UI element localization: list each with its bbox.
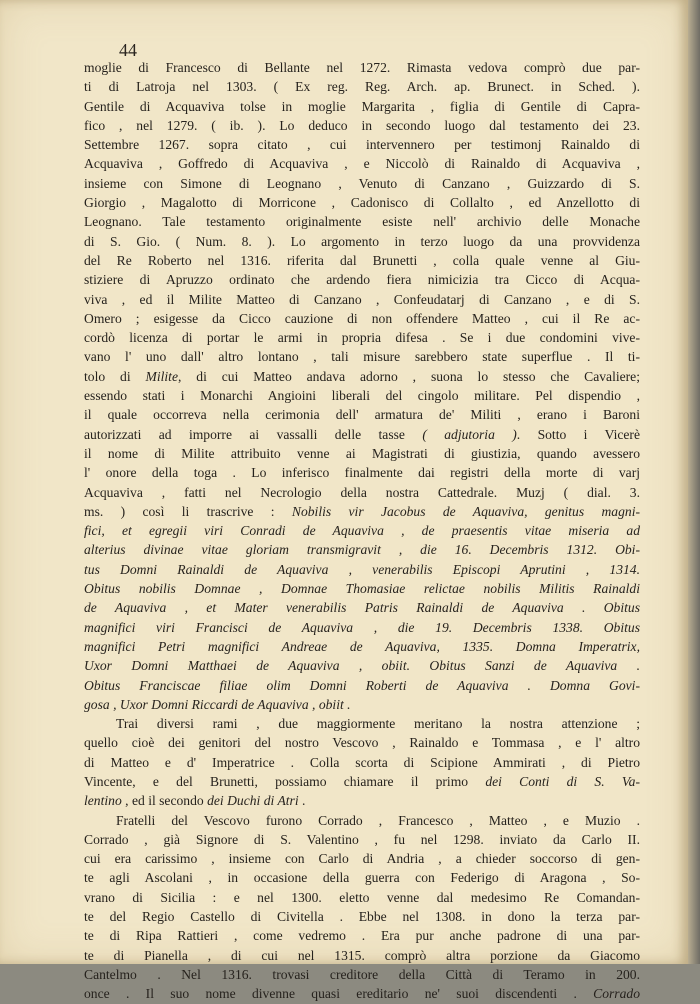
text-line: alterius divinae vitae gloriam transmigravit , die 16. Decembris 1312. Obi- bbox=[84, 542, 640, 558]
text-line: te agli Ascolani , in occasione della guerra con Federigo di Aragona , So- bbox=[84, 870, 640, 886]
text-line: Gentile di Acquaviva tolse in moglie Margarita , figlia di Gentile di Capra- bbox=[84, 98, 640, 114]
text-line: Settembre 1267. sopra citato , cui intervennero per testimonj Rainaldo di bbox=[84, 137, 640, 153]
text-line: autorizzati ad imporre ai vassalli delle tasse ( adjutoria ). Sotto i Vicerè bbox=[84, 426, 640, 442]
text-line: di Matteo e d' Imperatrice . Colla scorta di Scipione Ammirati , di Pietro bbox=[84, 754, 640, 770]
text-line: Corrado , già Signore di S. Valentino , fu nel 1298. inviato da Carlo II. bbox=[84, 831, 640, 847]
text-line: insieme con Simone di Leognano , Venuto di Canzano , Guizzardo di S. bbox=[84, 175, 640, 191]
text-line: quello cioè dei genitori del nostro Vescovo , Rainaldo e Tommasa , e l' altro bbox=[84, 735, 640, 751]
text-line: Vincente, e del Brunetti, possiamo chiamare il primo dei Conti di S. Va- bbox=[84, 773, 640, 789]
text-line: moglie di Francesco di Bellante nel 1272. Rimasta vedova comprò due par- bbox=[84, 60, 640, 75]
text-line: Giorgio , Magalotto di Morricone , Cadonisco di Collalto , ed Anzellotto di bbox=[84, 195, 640, 211]
text-line: Obitus Franciscae filiae olim Domni Roberti de Aquaviva . Domna Govi- bbox=[84, 677, 640, 693]
text-line: Uxor Domni Matthaei de Aquaviva , obiit. Obitus Sanzi de Aquaviva . bbox=[84, 658, 640, 674]
text-line: te di Pianella , di cui nel 1315. comprò altra porzione da Giacomo bbox=[84, 947, 640, 963]
text-line: magnifici viri Francisci de Aquaviva , die 19. Decembris 1338. Obitus bbox=[84, 619, 640, 635]
text-line: fico , nel 1279. ( ib. ). Lo deduco in secondo luogo dal testamento dei 23. bbox=[84, 117, 640, 133]
text-line: l' onore della toga . Lo inferisco finalmente dai registri della morte di varj bbox=[84, 465, 640, 481]
text-line: cui era carissimo , insieme con Carlo di Andria , a chieder soccorso di gen- bbox=[84, 851, 640, 867]
page-number: 44 bbox=[119, 40, 137, 60]
text-line: Acquaviva , fatti nel Necrologio della nostra Cattedrale. Muzj ( dial. 3. bbox=[84, 484, 640, 500]
text-line: ti di Latroja nel 1303. ( Ex reg. Reg. Arch. ap. Brunect. in Sched. ). bbox=[84, 79, 640, 95]
text-line: Acquaviva , Goffredo di Acquaviva , e Niccolò di Rainaldo di Acquaviva , bbox=[84, 156, 640, 172]
text-line: Cantelmo . Nel 1316. trovasi creditore della Città di Teramo in 200. bbox=[84, 966, 640, 982]
text-line: te di Ripa Rattieri , come vedremo . Era pur anche padrone di una par- bbox=[84, 928, 640, 944]
text-line: vano l' uno dall' altro lontano , tali misure sarebbero state superflue . Il ti- bbox=[84, 349, 640, 365]
text-line: viva , ed il Milite Matteo di Canzano , Confeudatarj di Canzano , e di S. bbox=[84, 291, 640, 307]
text-line: tus Domni Rainaldi de Aquaviva , venerabilis Episcopi Aprutini , 1314. bbox=[84, 561, 640, 577]
text-line: il quale occorreva nella cerimonia dell' armatura de' Militi , erano i Baroni bbox=[84, 407, 640, 423]
text-line: ms. ) così li trascrive : Nobilis vir Jacobus de Aquaviva, genitus magni- bbox=[84, 503, 640, 519]
text-line: stiziere di Apruzzo ordinato che ardendo fiera nimicizia tra Cicco di Acqua- bbox=[84, 272, 640, 288]
text-line: Leognano. Tale testamento originalmente esiste nell' archivio delle Monache bbox=[84, 214, 640, 230]
text-line: fici, et egregii viri Conradi de Aquaviva , de praesentis vitae miseria ad bbox=[84, 523, 640, 539]
text-line: lentino , ed il secondo dei Duchi di Atri . bbox=[84, 793, 306, 809]
text-line: tolo di Milite, di cui Matteo andava adorno , suona lo stesso che Cavaliere; bbox=[84, 368, 640, 384]
text-line: vrano di Sicilia : e nel 1300. eletto venne dal medesimo Re Comandan- bbox=[84, 889, 640, 905]
text-line: Trai diversi rami , due maggiormente meritano la nostra attenzione ; bbox=[116, 716, 640, 732]
text-line: essendo stati i Monarchi Angioini liberali del cingolo militare. Pel dispendio , bbox=[84, 388, 640, 404]
text-line: del Re Roberto nel 1316. riferita dal Brunetti , colla quale venne al Giu- bbox=[84, 252, 640, 268]
text-line: Omero ; esigesse da Cicco cauzione di non offendere Matteo , cui il Re ac- bbox=[84, 310, 640, 326]
text-line: cordò licenza di portar le armi in propria difesa . Se i due condomini vive- bbox=[84, 330, 640, 346]
text-line: il nome di Milite attribuito venne ai Magistrati di giustizia, quando avessero bbox=[84, 445, 640, 461]
text-line: de Aquaviva , et Mater venerabilis Patris Rainaldi de Aquaviva . Obitus bbox=[84, 600, 640, 616]
text-line: once . Il suo nome divenne quasi ereditario ne' suoi discendenti . Corrado bbox=[84, 986, 640, 1002]
body-text bbox=[84, 58, 640, 1004]
text-line: di S. Gio. ( Num. 8. ). Lo argomento in terzo luogo da una provvidenza bbox=[84, 233, 640, 249]
book-gutter bbox=[688, 0, 700, 964]
text-line: Fratelli del Vescovo furono Corrado , Francesco , Matteo , e Muzio . bbox=[116, 812, 640, 828]
text-line: te del Regio Castello di Civitella . Ebbe nel 1308. in dono la terza par- bbox=[84, 909, 640, 925]
text-line: gosa , Uxor Domni Riccardi de Aquaviva , obiit . bbox=[84, 696, 351, 712]
text-line: magnifici Petri magnifici Andreae de Aquaviva, 1335. Domna Imperatrix, bbox=[84, 638, 640, 654]
text-line: Obitus nobilis Domnae , Domnae Thomasiae relictae nobilis Militis Rainaldi bbox=[84, 581, 640, 597]
